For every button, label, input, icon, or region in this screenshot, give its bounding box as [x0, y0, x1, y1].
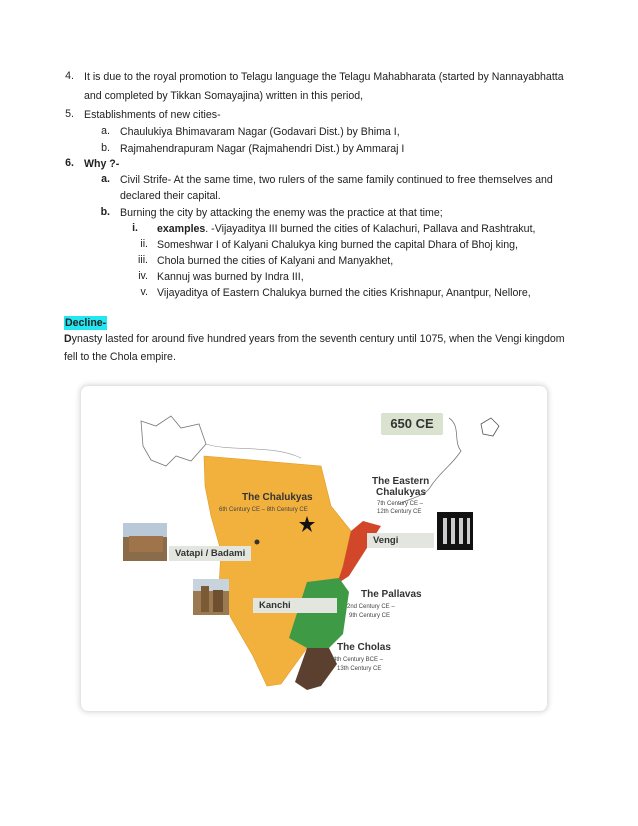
roman-item-bold: examples [157, 223, 206, 235]
decline-dropcap: D [64, 333, 72, 345]
eastern-chalukyas-period-2: 12th Century CE [377, 509, 422, 515]
decline-line: ynasty lasted for around five hundred years from the seventh century until 1075, when the Vengi kingdom [71, 333, 565, 345]
year-label: 650 CE [381, 413, 443, 435]
eastern-chalukyas-name-1: The Eastern [372, 476, 430, 487]
pallavas-period-1: 2nd Century CE – [347, 604, 395, 610]
sublist-marker: a. [101, 125, 110, 137]
roman-item-text: Chola burned the cities of Kalyani and Manyakhet, [157, 255, 394, 267]
dynasty-map [80, 385, 548, 712]
sublist-item-text: Civil Strife- At the same time, two rulers of the same family continued to free themselves and [120, 174, 553, 186]
map-drawing [81, 386, 547, 711]
vatapi-dot [255, 540, 260, 545]
city-label-vengi: Vengi [367, 533, 434, 548]
sublist-item-text: declared their capital. [120, 190, 221, 202]
roman-marker: iv. [138, 270, 148, 282]
list-item-text: It is due to the royal promotion to Telagu language the Telagu Mahabharata (started by Nannayabhatta [84, 71, 564, 83]
eastern-chalukyas-name-2: Chalukyas [376, 487, 427, 498]
decline-line: fell to the Chola empire. [64, 351, 176, 363]
cholas-period-1: 4th Century BCE – [333, 657, 384, 663]
list-item-text: Establishments of new cities- [84, 109, 221, 121]
list-item-text: Why ?- [84, 158, 120, 170]
roman-item-text: Vijayaditya of Eastern Chalukya burned the cities Krishnapur, Anantpur, Nellore, [157, 287, 531, 299]
sublist-item-text: Chaulukiya Bhimavaram Nagar (Godavari Dist.) by Bhima I, [120, 126, 400, 138]
sublist-marker: b. [100, 206, 110, 218]
roman-marker: ii. [140, 238, 148, 250]
pallavas-name: The Pallavas [361, 589, 422, 600]
cholas-period-2: 13th Century CE [337, 666, 382, 672]
chalukyas-name: The Chalukyas [242, 492, 313, 503]
roman-item-rest: . -Vijayaditya III burned the cities of Kalachuri, Pallava and Rashtrakut, [205, 223, 536, 235]
sublist-marker: b. [101, 142, 110, 154]
eastern-chalukyas-period-1: 7th Century CE – [377, 501, 424, 507]
sublist-item-text: Rajmahendrapuram Nagar (Rajmahendri Dist.) by Ammaraj I [120, 143, 405, 155]
roman-marker: v. [140, 286, 148, 298]
roman-marker: iii. [137, 254, 148, 266]
decline-paragraph [64, 332, 565, 347]
decline-heading: Decline- [65, 317, 107, 329]
sublist-marker: a. [101, 173, 110, 185]
list-number: 4. [65, 70, 74, 82]
roman-marker: i. [132, 222, 138, 234]
roman-item-text [157, 222, 535, 237]
pallavas-period-2: 9th Century CE [349, 613, 391, 619]
city-label-vatapi: Vatapi / Badami [169, 546, 251, 561]
list-number: 6. [65, 157, 74, 169]
list-number: 5. [65, 108, 74, 120]
chalukyas-period: 6th Century CE – 8th Century CE [219, 507, 308, 513]
cholas-name: The Cholas [337, 642, 391, 653]
northwest-coastline [141, 416, 206, 466]
map-corner-icon [481, 418, 499, 436]
northern-border [206, 444, 301, 458]
sublist-item-text: Burning the city by attacking the enemy was the practice at that time; [120, 207, 443, 219]
list-item-text: and completed by Tikkan Somayajina) written in this period, [84, 90, 364, 102]
roman-item-text: Someshwar I of Kalyani Chalukya king burned the capital Dhara of Bhoj king, [157, 239, 518, 251]
city-label-kanchi: Kanchi [253, 598, 337, 613]
roman-item-text: Kannuj was burned by Indra III, [157, 271, 304, 283]
